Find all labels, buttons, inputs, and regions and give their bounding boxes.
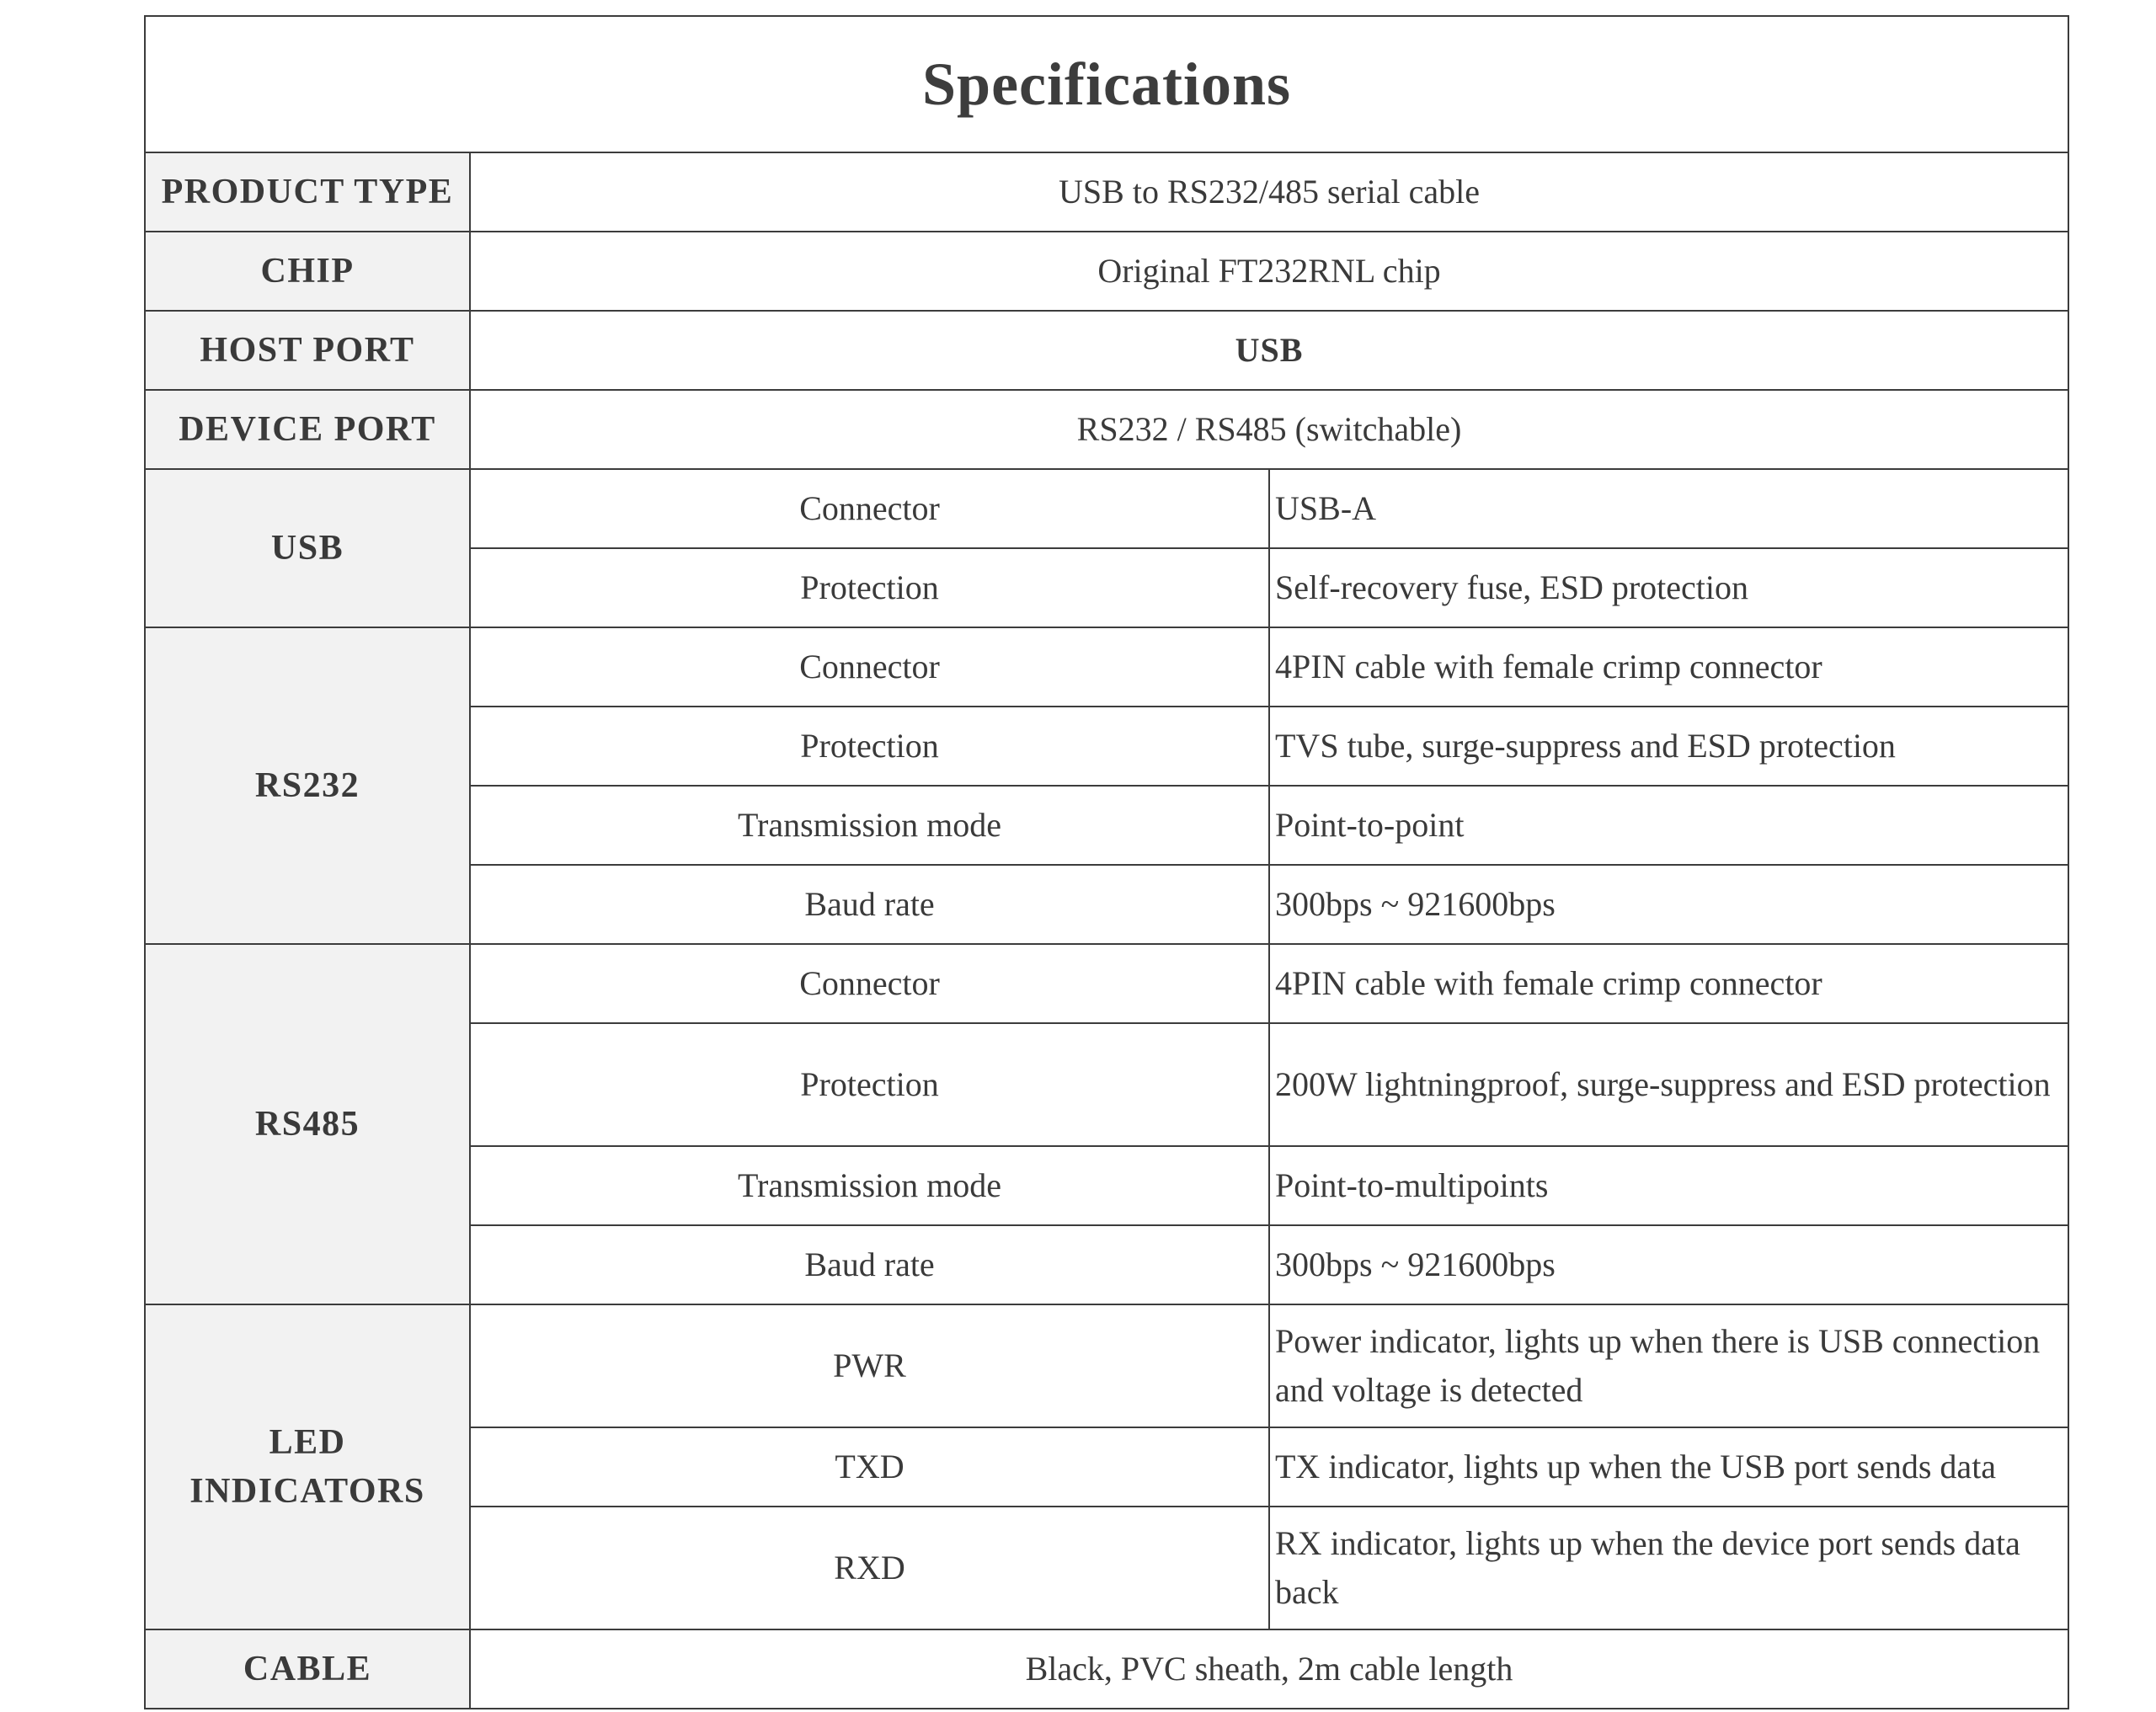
row-value-chip: Original FT232RNL chip <box>470 232 2068 311</box>
rs485-transmission-mode-value: Point-to-multipoints <box>1269 1146 2068 1225</box>
row-value-cable: Black, PVC sheath, 2m cable length <box>470 1629 2068 1709</box>
rs232-protection-value: TVS tube, surge-suppress and ESD protection <box>1269 707 2068 786</box>
rs485-baud-rate-value: 300bps ~ 921600bps <box>1269 1225 2068 1304</box>
group-label-rs485: RS485 <box>145 944 470 1304</box>
led-rxd-name: RXD <box>470 1507 1269 1629</box>
row-label-product-type: PRODUCT TYPE <box>145 152 470 232</box>
table-row <box>145 1304 2068 1427</box>
rs232-connector-value: 4PIN cable with female crimp connector <box>1269 627 2068 707</box>
row-label-host-port: HOST PORT <box>145 311 470 390</box>
rs232-connector-name: Connector <box>470 627 1269 707</box>
row-value-device-port: RS232 / RS485 (switchable) <box>470 390 2068 469</box>
rs232-transmission-mode-value: Point-to-point <box>1269 786 2068 865</box>
led-pwr-value: Power indicator, lights up when there is USB connection and voltage is detected <box>1269 1304 2068 1427</box>
rs485-connector-name: Connector <box>470 944 1269 1023</box>
table-row <box>145 311 2068 390</box>
table-row <box>145 944 2068 1023</box>
led-txd-name: TXD <box>470 1427 1269 1507</box>
row-label-cable: CABLE <box>145 1629 470 1709</box>
rs485-protection-name: Protection <box>470 1023 1269 1146</box>
group-label-rs232: RS232 <box>145 627 470 944</box>
usb-protection-name: Protection <box>470 548 1269 627</box>
row-value-product-type: USB to RS232/485 serial cable <box>470 152 2068 232</box>
usb-connector-name: Connector <box>470 469 1269 548</box>
rs232-baud-rate-name: Baud rate <box>470 865 1269 944</box>
row-label-device-port: DEVICE PORT <box>145 390 470 469</box>
row-value-host-port: USB <box>470 311 2068 390</box>
led-pwr-name: PWR <box>470 1304 1269 1427</box>
rs232-transmission-mode-name: Transmission mode <box>470 786 1269 865</box>
led-rxd-value: RX indicator, lights up when the device port sends data back <box>1269 1507 2068 1629</box>
table-row <box>145 152 2068 232</box>
specifications-table <box>144 15 2069 1709</box>
rs232-baud-rate-value: 300bps ~ 921600bps <box>1269 865 2068 944</box>
table-row <box>145 469 2068 548</box>
usb-connector-value: USB-A <box>1269 469 2068 548</box>
led-txd-value: TX indicator, lights up when the USB port sends data <box>1269 1427 2068 1507</box>
row-label-chip: CHIP <box>145 232 470 311</box>
rs485-transmission-mode-name: Transmission mode <box>470 1146 1269 1225</box>
rs485-connector-value: 4PIN cable with female crimp connector <box>1269 944 2068 1023</box>
table-row <box>145 627 2068 707</box>
table-title: Specifications <box>145 16 2068 152</box>
table-row <box>145 1629 2068 1709</box>
rs485-baud-rate-name: Baud rate <box>470 1225 1269 1304</box>
group-label-led-indicators: LED INDICATORS <box>145 1304 470 1629</box>
rs485-protection-value: 200W lightningproof, surge-suppress and ESD protection <box>1269 1023 2068 1146</box>
table-row <box>145 232 2068 311</box>
table-row <box>145 390 2068 469</box>
rs232-protection-name: Protection <box>470 707 1269 786</box>
group-label-usb: USB <box>145 469 470 627</box>
usb-protection-value: Self-recovery fuse, ESD protection <box>1269 548 2068 627</box>
